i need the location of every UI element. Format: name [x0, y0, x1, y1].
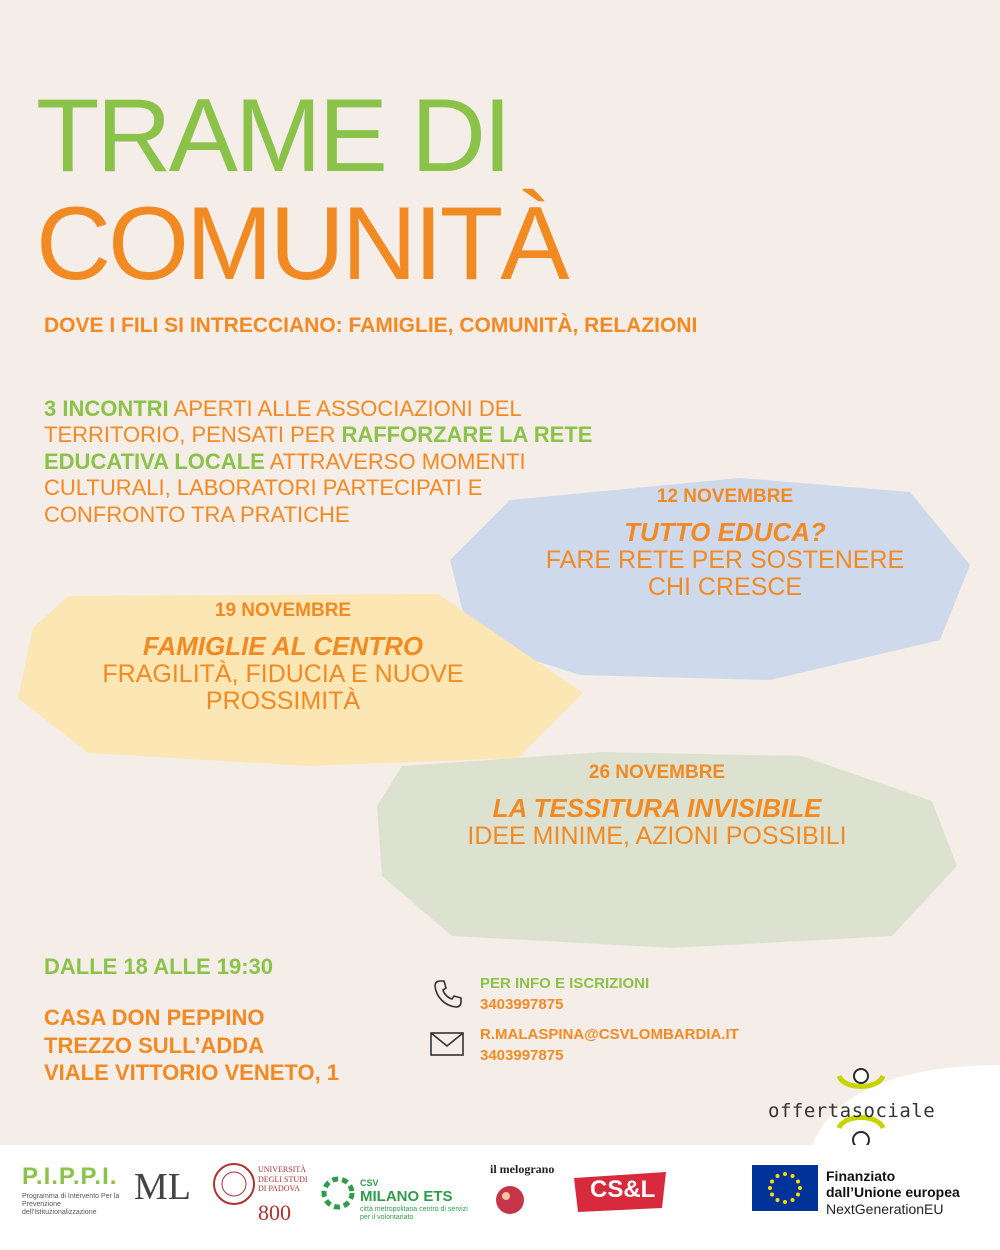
address-line-3: VIALE VITTORIO VENETO, 1 [44, 1060, 340, 1086]
event-date-3: 26 NOVEMBRE [588, 762, 726, 783]
pippi-logo: P.I.P.P.I. [22, 1163, 118, 1190]
event-card-3 [372, 746, 962, 951]
offertasociale-logo-text: offertasociale [768, 1100, 936, 1122]
eu-flag [752, 1165, 818, 1211]
event-date-2: 19 NOVEMBRE [214, 600, 352, 621]
title-line-1: TRAME DI [36, 78, 509, 194]
event-card-2 [8, 588, 588, 768]
email-phone[interactable]: 3403997875 [480, 1047, 564, 1064]
email-address[interactable]: R.MALASPINA@CSVLOMBARDIA.IT [480, 1026, 739, 1043]
phone-label: PER INFO E ISCRIZIONI [480, 975, 650, 992]
intro-highlight-1: 3 INCONTRI [44, 396, 169, 421]
title-line-2: COMUNITÀ [36, 186, 567, 302]
address-line-2: TREZZO SULL’ADDA [44, 1032, 264, 1058]
email-contact [480, 1026, 739, 1064]
csv-flower-icon [320, 1175, 356, 1211]
csl-logo-text: CS&L [590, 1176, 656, 1203]
melograno-logo-text: il melograno [490, 1162, 555, 1176]
eu-stars-icon [752, 1165, 818, 1211]
csv-prefix: CSV [360, 1178, 379, 1188]
csv-title: MILANO ETS [360, 1188, 453, 1205]
phone-contact [480, 975, 649, 1013]
padova-seal-icon [212, 1162, 256, 1206]
event-name-1: TUTTO EDUCA? [624, 517, 826, 547]
eu-line-2: dall’Unione europea [826, 1184, 960, 1201]
pippi-description: Programma di Intervento Per la Prevenzione dell'Istituzionalizzazione [22, 1193, 120, 1217]
event-desc-2: FRAGILITÀ, FIDUCIA E NUOVE PROSSIMITÀ [102, 659, 464, 716]
intro-text-4: ATTRAVERSO MOMENTI CULTURALI, LABORATORI PARTECIPATI E CONFRONTO TRA PRATICHE [44, 448, 526, 527]
event-desc-1: FARE RETE PER SOSTENERE CHI CRESCE [545, 545, 905, 602]
padova-800: 800 [258, 1200, 291, 1225]
melograno-fruit-icon [492, 1178, 542, 1226]
event-name-3: LA TESSITURA INVISIBILE [492, 793, 822, 823]
ministero-logo: ML [134, 1166, 191, 1208]
email-icon [430, 1032, 464, 1056]
eu-funding-text [826, 1168, 960, 1200]
event-name-2: FAMIGLIE AL CENTRO [142, 631, 424, 661]
eu-nextgen: NextGenerationEU [826, 1201, 944, 1217]
intro-highlight-2: RAFFORZARE LA RETE EDUCATIVA LOCALE [44, 422, 593, 474]
subtitle: DOVE I FILI SI INTRECCIANO: FAMIGLIE, COMUNITÀ, RELAZIONI [44, 314, 698, 337]
event-date-1: 12 NOVEMBRE [656, 486, 794, 507]
csv-subtitle: città metropolitana centro di servizi per il volontariato [360, 1206, 468, 1222]
intro-text-2: APERTI ALLE ASSOCIAZIONI DEL TERRITORIO, PENSATI PER [44, 396, 521, 448]
event-desc-3: IDEE MINIME, AZIONI POSSIBILI [467, 821, 847, 850]
phone-number[interactable]: 3403997875 [480, 996, 564, 1013]
event-time: DALLE 18 ALLE 19:30 [44, 954, 274, 979]
eu-line-1: Finanziato [826, 1168, 896, 1184]
phone-icon [432, 978, 464, 1010]
padova-name: UNIVERSITÀ DEGLI STUDI DI PADOVA [258, 1165, 308, 1194]
address-line-1: CASA DON PEPPINO [44, 1005, 265, 1030]
venue-address [44, 1004, 339, 1087]
